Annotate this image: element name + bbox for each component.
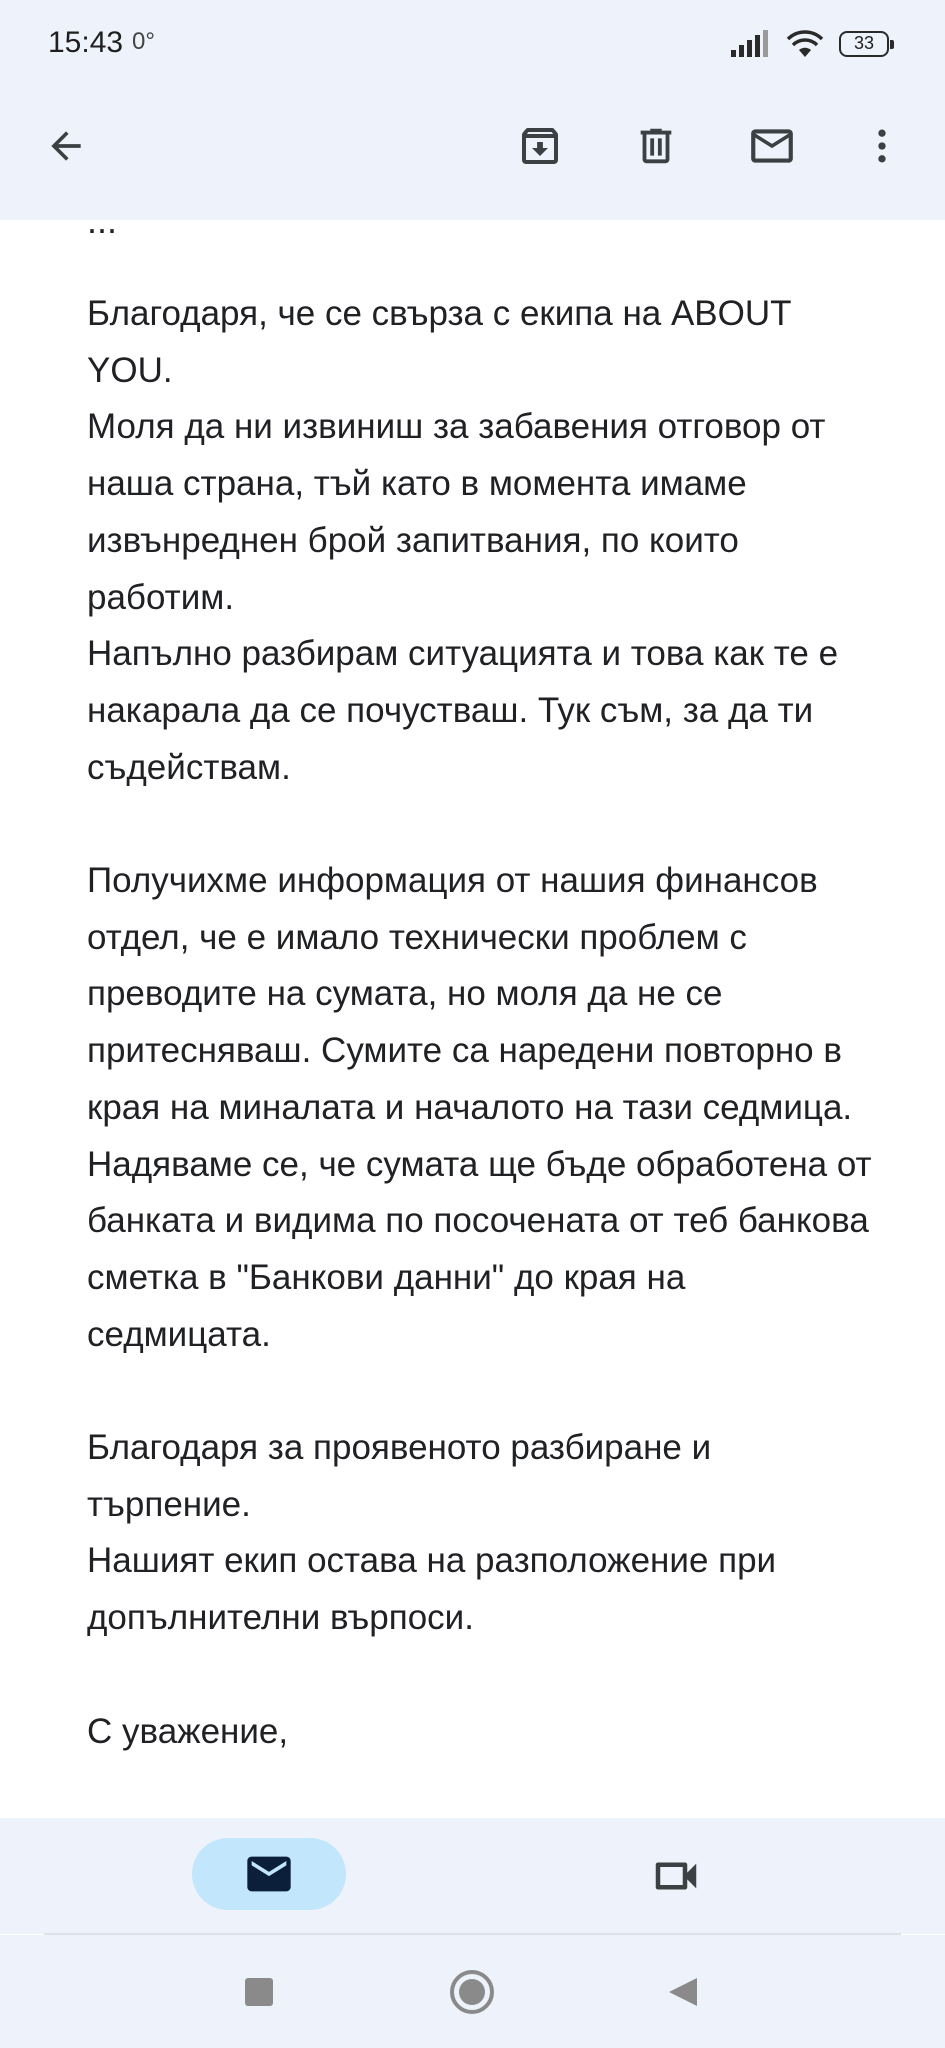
status-bar [0, 0, 945, 84]
square-icon [243, 1976, 275, 2008]
home-button[interactable] [447, 1967, 497, 2017]
mark-unread-button[interactable] [740, 114, 804, 178]
email-paragraph: Получихме информация от нашия финансов отдел, че е имало технически проблем с преводите на сумата, но моля да не се притесняваш. Сумите са наредени повторно в края на миналата и началото на тази седмица. Надяваме се, че сумата ще бъде обработена от банката и видима по посочената от теб банкова сметка в "Банкови данни" до края на седмицата. [87, 861, 872, 1354]
archive-icon [516, 122, 564, 170]
delete-icon [633, 123, 679, 169]
email-body [0, 220, 945, 1818]
system-navigation-bar [0, 1935, 945, 2048]
status-icons [729, 24, 889, 64]
recents-button[interactable] [234, 1967, 284, 2017]
email-toolbar [0, 84, 945, 220]
delete-button[interactable] [624, 114, 688, 178]
video-camera-icon [649, 1849, 703, 1903]
more-vert-icon [860, 124, 904, 168]
signal-icon [729, 30, 771, 58]
more-options-button[interactable] [850, 114, 914, 178]
email-paragraph: Благодаря, че се свърза с екипа на ABOUT YOU. [87, 294, 791, 390]
email-paragraph: Благодаря за проявеното разбиране и търпение. [87, 1428, 712, 1524]
back-arrow-icon [44, 124, 88, 168]
back-nav-button[interactable] [658, 1967, 708, 2017]
nav-mail-tab[interactable] [192, 1838, 346, 1910]
wifi-icon [785, 29, 825, 59]
email-paragraph: Моля да ни извиниш за забавения отговор от наша страна, тъй като в момента имаме извънреднен брой запитвания, по които работим. [87, 407, 826, 617]
status-temperature: 0° [132, 28, 155, 55]
email-paragraph: Напълно разбирам ситуацията и това как те е накарала да се почустваш. Тук съм, за да ти съдействам. [87, 634, 839, 787]
nav-meet-tab[interactable] [640, 1840, 712, 1912]
triangle-back-icon [665, 1974, 701, 2010]
archive-button[interactable] [508, 114, 572, 178]
email-message [87, 286, 877, 1760]
email-paragraph: Нашият екип остава на разположение при допълнителни върпоси. [87, 1541, 777, 1638]
email-signoff: С уважение, [87, 1711, 289, 1751]
mark-unread-icon [747, 121, 797, 171]
mail-icon [243, 1848, 295, 1900]
status-time: 15:43 [48, 26, 124, 59]
back-button[interactable] [34, 114, 98, 178]
bottom-navigation [0, 1818, 945, 1934]
home-circle-icon [449, 1969, 495, 2015]
battery-icon: 33 [839, 31, 889, 57]
clipped-text-line: ... [87, 220, 118, 241]
